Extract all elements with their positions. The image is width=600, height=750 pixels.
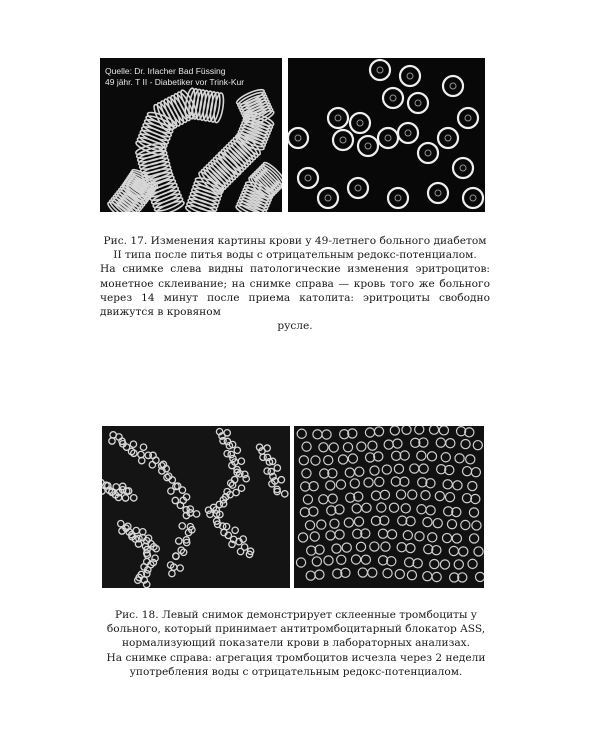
figure-18-caption-body: На снимке справа: агрегация тромбоцитов исчезла через 2 недели употребления воды с отрицательным редокс-потенциалом. bbox=[106, 651, 486, 678]
figure-17-caption bbox=[100, 234, 490, 333]
figure-17-caption-body: На снимке слева видны патологические изменения эритроцитов: монетное склеивание; на снимке справа — кровь того же больного через 14 минут после приема католита: эритроциты свободно движутся в кровяном bbox=[100, 263, 490, 319]
figure-18-caption-title: Рис. 18. Левый снимок демонстрирует склеенные тромбоциты у больного, который принимает антитромбоцитарный блокатор ASS, нормализующий показатели крови в лабораторных анализах. bbox=[106, 609, 486, 650]
figure-18-caption bbox=[100, 608, 492, 679]
figure-17-right-photo bbox=[288, 58, 485, 212]
figure-17-caption-title: Рис. 17. Изменения картины крови у 49-летнего больного диабетом II типа после питья воды с отрицательным редокс-потенциалом. bbox=[103, 235, 487, 262]
watermark-line-1: Quelle: Dr. Irlacher Bad Füssing bbox=[105, 66, 226, 76]
figure-17-left-photo bbox=[100, 58, 282, 212]
figure-17-caption-last-line: русле. bbox=[277, 320, 313, 333]
watermark-line-2: 49 jähr. T II - Diabetiker vor Trink-Kur bbox=[105, 77, 245, 87]
figure-18-left-photo bbox=[102, 426, 290, 588]
figure-18-right-photo bbox=[294, 426, 484, 588]
